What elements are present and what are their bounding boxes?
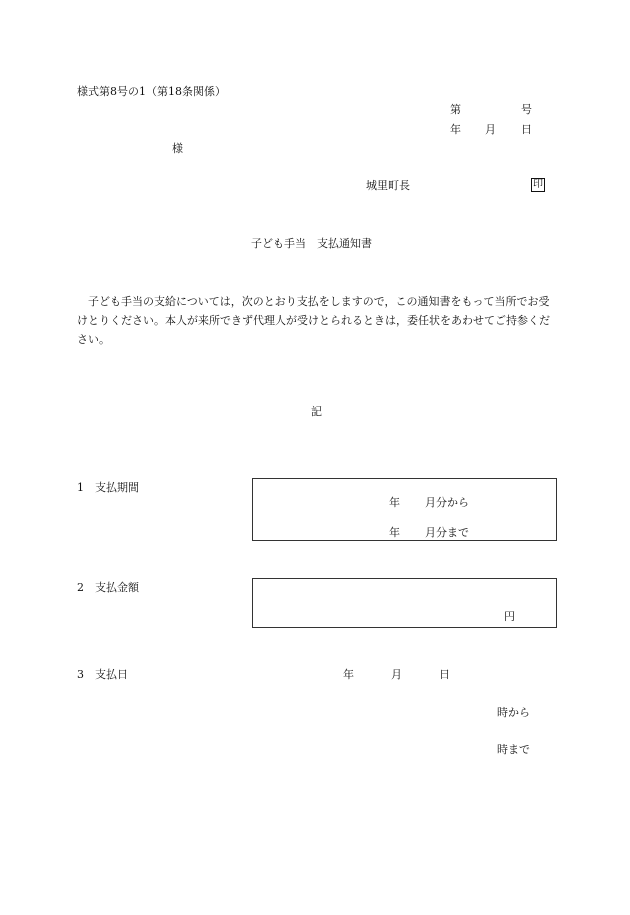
period-from-text: 月分から	[425, 496, 469, 509]
seal-box: 印	[533, 179, 543, 190]
issue-date-day: 日	[521, 123, 532, 136]
document-title-part2: 支払通知書	[317, 237, 372, 250]
period-from-year: 年	[389, 496, 400, 509]
payment-date-month: 月	[391, 668, 402, 681]
item-date-number: 3	[77, 668, 84, 681]
document-title	[251, 238, 372, 249]
period-to-year: 年	[389, 526, 400, 539]
form-number: 様式第8号の1（第18条関係）	[77, 85, 226, 98]
item-amount-label: 支払金額	[95, 581, 139, 594]
document-number-suffix: 号	[521, 103, 532, 116]
period-to-text: 月分まで	[425, 526, 469, 539]
item-amount-number: 2	[77, 581, 84, 594]
payment-date-year: 年	[343, 668, 354, 681]
issuer-name: 城里町長	[366, 179, 410, 192]
item-date-label-row	[77, 669, 128, 680]
payment-time-to: 時まで	[497, 743, 530, 756]
item-period-number: 1	[77, 481, 84, 494]
addressee-suffix: 様	[172, 142, 183, 155]
amount-unit: 円	[504, 610, 515, 623]
ki-heading: 記	[311, 405, 322, 418]
issue-date-month: 月	[485, 123, 496, 136]
item-amount-label-row	[77, 582, 139, 593]
item-period-label: 支払期間	[95, 481, 139, 494]
body-text: 子ども手当の支給については，次のとおり支払をしますので，この通知書をもって当所でお受けとりください。本人が来所できず代理人が受けとられるときは，委任状をあわせてご持参ください。	[77, 295, 550, 346]
document-number-prefix: 第	[450, 103, 461, 116]
period-to-row	[389, 527, 469, 538]
issue-date-year: 年	[450, 123, 461, 136]
payment-date-day: 日	[439, 668, 450, 681]
period-from-row	[389, 497, 469, 508]
document-title-part1: 子ども手当	[251, 237, 306, 250]
item-period-label-row	[77, 482, 139, 493]
item-date-label: 支払日	[95, 668, 128, 681]
payment-time-from: 時から	[497, 706, 530, 719]
